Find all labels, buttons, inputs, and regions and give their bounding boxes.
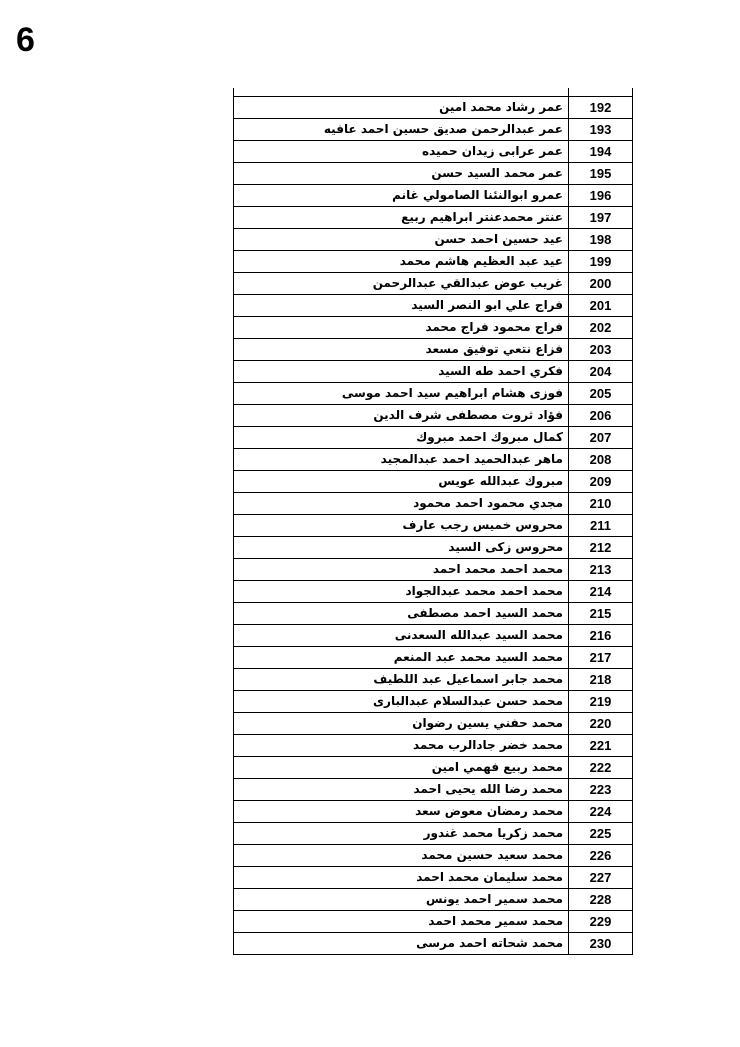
table-row (234, 163, 633, 185)
table-row (234, 339, 633, 361)
number-cell: 209 (569, 471, 633, 493)
name-cell: محمد سمير احمد يونس (234, 889, 569, 911)
table-row (234, 867, 633, 889)
table-row (234, 669, 633, 691)
name-cell: محمد زكريا محمد غندور (234, 823, 569, 845)
name-cell: فزاع نتعي توفيق مسعد (234, 339, 569, 361)
table-row (234, 845, 633, 867)
number-cell: 215 (569, 603, 633, 625)
name-cell: محمد احمد محمد احمد (234, 559, 569, 581)
number-cell: 226 (569, 845, 633, 867)
table-top-edge (234, 88, 633, 97)
name-cell: محمد حفني يسين رضوان (234, 713, 569, 735)
name-cell: محمد خضر جادالرب محمد (234, 735, 569, 757)
name-cell: محمد رمضان معوض سعد (234, 801, 569, 823)
number-cell: 195 (569, 163, 633, 185)
number-cell: 212 (569, 537, 633, 559)
name-cell: مجدي محمود احمد محمود (234, 493, 569, 515)
table-row (234, 559, 633, 581)
name-cell: عمر محمد السيد حسن (234, 163, 569, 185)
table-row (234, 933, 633, 955)
name-cell: فراج علي ابو النصر السيد (234, 295, 569, 317)
name-cell: فكري احمد طه السيد (234, 361, 569, 383)
name-cell: عمر عرابى زيدان حميده (234, 141, 569, 163)
number-cell: 227 (569, 867, 633, 889)
number-cell: 228 (569, 889, 633, 911)
number-cell: 222 (569, 757, 633, 779)
number-cell: 210 (569, 493, 633, 515)
table-row (234, 911, 633, 933)
table-row (234, 207, 633, 229)
name-cell: محروس زكى السيد (234, 537, 569, 559)
name-cell: مبروك عبدالله عويس (234, 471, 569, 493)
name-cell: محمد السيد عبدالله السعدنى (234, 625, 569, 647)
name-cell: محمد شحاته احمد مرسى (234, 933, 569, 955)
name-cell: عمر عبدالرحمن صديق حسين احمد عافيه (234, 119, 569, 141)
number-cell: 201 (569, 295, 633, 317)
table-row (234, 515, 633, 537)
table-row (234, 537, 633, 559)
table-row (234, 625, 633, 647)
table-row (234, 97, 633, 119)
number-cell: 220 (569, 713, 633, 735)
name-cell: عمر رشاد محمد امين (234, 97, 569, 119)
name-cell: فراج محمود فراج محمد (234, 317, 569, 339)
name-cell: غريب عوض عبدالقي عبدالرحمن (234, 273, 569, 295)
number-cell: 196 (569, 185, 633, 207)
table-row (234, 317, 633, 339)
table-row (234, 383, 633, 405)
name-cell: محمد سمير محمد احمد (234, 911, 569, 933)
name-cell: محمد السيد احمد مصطفى (234, 603, 569, 625)
table-row (234, 603, 633, 625)
page-number: 6 (16, 21, 35, 59)
table-row (234, 449, 633, 471)
table-row (234, 251, 633, 273)
name-cell: ماهر عبدالحميد احمد عبدالمجيد (234, 449, 569, 471)
name-cell: محمد رضا الله يحيى احمد (234, 779, 569, 801)
number-cell: 203 (569, 339, 633, 361)
table-row (234, 427, 633, 449)
number-cell: 204 (569, 361, 633, 383)
table-row (234, 405, 633, 427)
table-row (234, 801, 633, 823)
number-cell: 198 (569, 229, 633, 251)
number-cell: 192 (569, 97, 633, 119)
table-row (234, 229, 633, 251)
number-cell: 199 (569, 251, 633, 273)
table-row (234, 823, 633, 845)
name-cell: محمد حسن عبدالسلام عبدالبارى (234, 691, 569, 713)
names-table-body (234, 88, 633, 955)
table-row (234, 757, 633, 779)
table-row (234, 471, 633, 493)
name-cell: محمد جابر اسماعيل عبد اللطيف (234, 669, 569, 691)
empty-number-cell (569, 88, 633, 97)
number-cell: 206 (569, 405, 633, 427)
name-cell: عيد عبد العظيم هاشم محمد (234, 251, 569, 273)
table-row (234, 119, 633, 141)
empty-name-cell (234, 88, 569, 97)
name-cell: محروس خميس رجب عارف (234, 515, 569, 537)
table-row (234, 493, 633, 515)
name-cell: محمد ربيع فهمي امين (234, 757, 569, 779)
number-cell: 219 (569, 691, 633, 713)
number-cell: 211 (569, 515, 633, 537)
table-row (234, 735, 633, 757)
number-cell: 194 (569, 141, 633, 163)
number-cell: 225 (569, 823, 633, 845)
number-cell: 193 (569, 119, 633, 141)
number-cell: 218 (569, 669, 633, 691)
number-cell: 213 (569, 559, 633, 581)
table-row (234, 295, 633, 317)
number-cell: 221 (569, 735, 633, 757)
number-cell: 208 (569, 449, 633, 471)
number-cell: 230 (569, 933, 633, 955)
number-cell: 223 (569, 779, 633, 801)
name-cell: محمد احمد محمد عبدالجواد (234, 581, 569, 603)
number-cell: 217 (569, 647, 633, 669)
table-row (234, 889, 633, 911)
table-row (234, 141, 633, 163)
name-cell: فؤاد ثروت مصطفى شرف الدين (234, 405, 569, 427)
name-cell: فوزى هشام ابراهيم سيد احمد موسى (234, 383, 569, 405)
number-cell: 207 (569, 427, 633, 449)
number-cell: 224 (569, 801, 633, 823)
number-cell: 229 (569, 911, 633, 933)
table-row (234, 361, 633, 383)
name-cell: عمرو ابوالنئنا الصامولي غانم (234, 185, 569, 207)
table-row (234, 581, 633, 603)
table-row (234, 273, 633, 295)
number-cell: 202 (569, 317, 633, 339)
name-cell: كمال مبروك احمد مبروك (234, 427, 569, 449)
table-row (234, 691, 633, 713)
table-row (234, 647, 633, 669)
name-cell: محمد السيد محمد عبد المنعم (234, 647, 569, 669)
number-cell: 214 (569, 581, 633, 603)
table-row (234, 779, 633, 801)
table-row (234, 185, 633, 207)
number-cell: 197 (569, 207, 633, 229)
number-cell: 205 (569, 383, 633, 405)
names-table (233, 88, 633, 955)
name-cell: عيد حسين احمد حسن (234, 229, 569, 251)
number-cell: 200 (569, 273, 633, 295)
number-cell: 216 (569, 625, 633, 647)
name-cell: محمد سعيد حسين محمد (234, 845, 569, 867)
table-row (234, 713, 633, 735)
name-cell: عنتر محمدعنتر ابراهيم ربيع (234, 207, 569, 229)
name-cell: محمد سليمان محمد احمد (234, 867, 569, 889)
